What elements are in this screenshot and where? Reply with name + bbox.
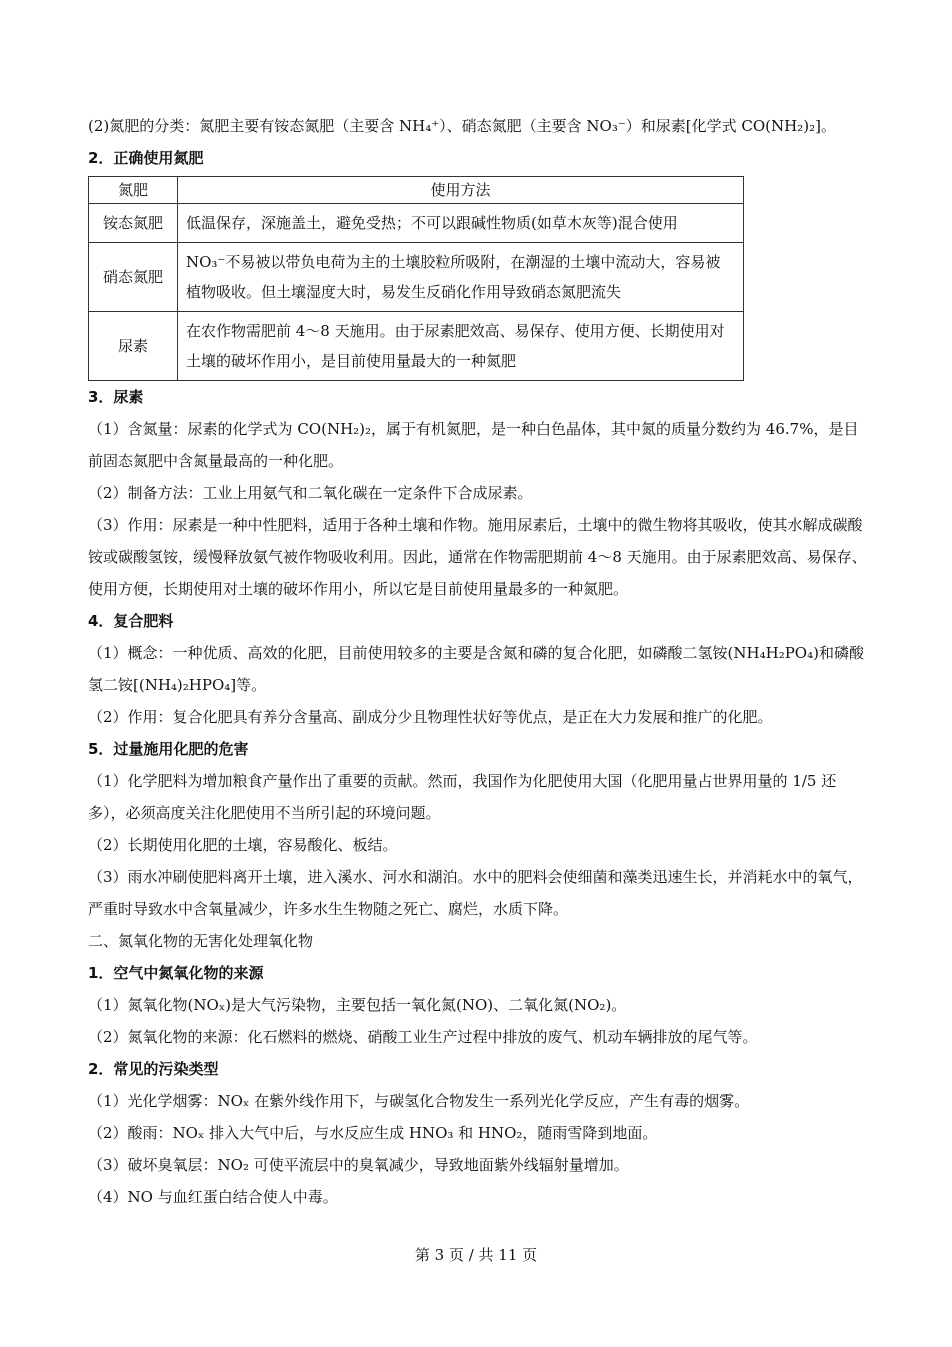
page-content	[88, 110, 868, 1213]
table-cell-method: NO₃⁻不易被以带负电荷为主的土壤胶粒所吸附，在潮湿的土壤中流动大，容易被植物吸收。但土壤湿度大时，易发生反硝化作用导致硝态氮肥流失	[178, 243, 744, 312]
heading-urea: 3．尿素	[88, 388, 144, 406]
paragraph: （2）作用：复合化肥具有养分含量高、副成分少且物理性状好等优点，是正在大力发展和推广的化肥。	[88, 708, 773, 726]
table-row	[89, 243, 744, 312]
section-heading: 二、氮氧化物的无害化处理氧化物	[88, 932, 314, 950]
paragraph: （2）酸雨：NOₓ 排入大气中后，与水反应生成 HNO₃ 和 HNO₂，随雨雪降到地面。	[88, 1124, 658, 1142]
paragraph-nitrogen-classification: (2)氮肥的分类：氮肥主要有铵态氮肥（主要含 NH₄⁺）、硝态氮肥（主要含 NO₃⁻）和尿素[化学式 CO(NH₂)₂]。	[88, 117, 836, 135]
paragraph: （3）破坏臭氧层：NO₂ 可使平流层中的臭氧减少，导致地面紫外线辐射量增加。	[88, 1156, 629, 1174]
paragraph: （3）作用：尿素是一种中性肥料，适用于各种土壤和作物。施用尿素后，土壤中的微生物将其吸收，使其水解成碳酸铵或碳酸氢铵，缓慢释放氨气被作物吸收利用。因此，通常在作物需肥期前 4～8 天施用。由于尿素肥效高、易保存、使用方便，长期使用对土壤的破坏作用小，所以它是目前使用量最多的一种氮肥。	[88, 516, 867, 598]
table-cell-method: 低温保存，深施盖土，避免受热；不可以跟碱性物质(如草木灰等)混合使用	[178, 204, 744, 243]
table-row	[89, 204, 744, 243]
table-header-row	[89, 177, 744, 204]
heading-correct-use: 2．正确使用氮肥	[88, 149, 204, 167]
table-header-cell: 氮肥	[89, 177, 178, 204]
table-cell-method: 在农作物需肥前 4～8 天施用。由于尿素肥效高、易保存、使用方便、长期使用对土壤的破坏作用小，是目前使用量最大的一种氮肥	[178, 312, 744, 381]
heading-overuse-harm: 5．过量施用化肥的危害	[88, 740, 249, 758]
fertilizer-usage-table	[88, 176, 744, 381]
table-cell-name: 硝态氮肥	[89, 243, 178, 312]
table-row	[89, 312, 744, 381]
heading-compound-fertilizer: 4．复合肥料	[88, 612, 174, 630]
table-header-cell: 使用方法	[178, 177, 744, 204]
paragraph: （1）化学肥料为增加粮食产量作出了重要的贡献。然而，我国作为化肥使用大国（化肥用量占世界用量的 1/5 还多），必须高度关注化肥使用不当所引起的环境问题。	[88, 772, 837, 822]
heading-nox-sources: 1．空气中氮氧化物的来源	[88, 964, 264, 982]
paragraph: （2）长期使用化肥的土壤，容易酸化、板结。	[88, 836, 398, 854]
paragraph: （2）氮氧化物的来源：化石燃料的燃烧、硝酸工业生产过程中排放的废气、机动车辆排放的尾气等。	[88, 1028, 758, 1046]
table-cell-name: 铵态氮肥	[89, 204, 178, 243]
paragraph: （1）概念：一种优质、高效的化肥，目前使用较多的主要是含氮和磷的复合化肥，如磷酸二氢铵(NH₄H₂PO₄)和磷酸氢二铵[(NH₄)₂HPO₄]等。	[88, 644, 864, 694]
paragraph: （1）含氮量：尿素的化学式为 CO(NH₂)₂，属于有机氮肥，是一种白色晶体，其中氮的质量分数约为 46.7%，是目前固态氮肥中含氮量最高的一种化肥。	[88, 420, 859, 470]
page-number-footer: 第 3 页 / 共 11 页	[414, 1246, 538, 1264]
heading-pollution-types: 2．常见的污染类型	[88, 1060, 219, 1078]
paragraph: （3）雨水冲刷使肥料离开土壤，进入溪水、河水和湖泊。水中的肥料会使细菌和藻类迅速生长，并消耗水中的氧气，严重时导致水中含氧量减少，许多水生生物随之死亡、腐烂，水质下降。	[88, 868, 863, 918]
paragraph: （1）光化学烟雾：NOₓ 在紫外线作用下，与碳氢化合物发生一系列光化学反应，产生有毒的烟雾。	[88, 1092, 750, 1110]
table-cell-name: 尿素	[89, 312, 178, 381]
paragraph: （4）NO 与血红蛋白结合使人中毒。	[88, 1188, 338, 1206]
paragraph: （2）制备方法：工业上用氨气和二氧化碳在一定条件下合成尿素。	[88, 484, 533, 502]
paragraph: （1）氮氧化物(NOₓ)是大气污染物，主要包括一氧化氮(NO)、二氧化氮(NO₂)。	[88, 996, 627, 1014]
